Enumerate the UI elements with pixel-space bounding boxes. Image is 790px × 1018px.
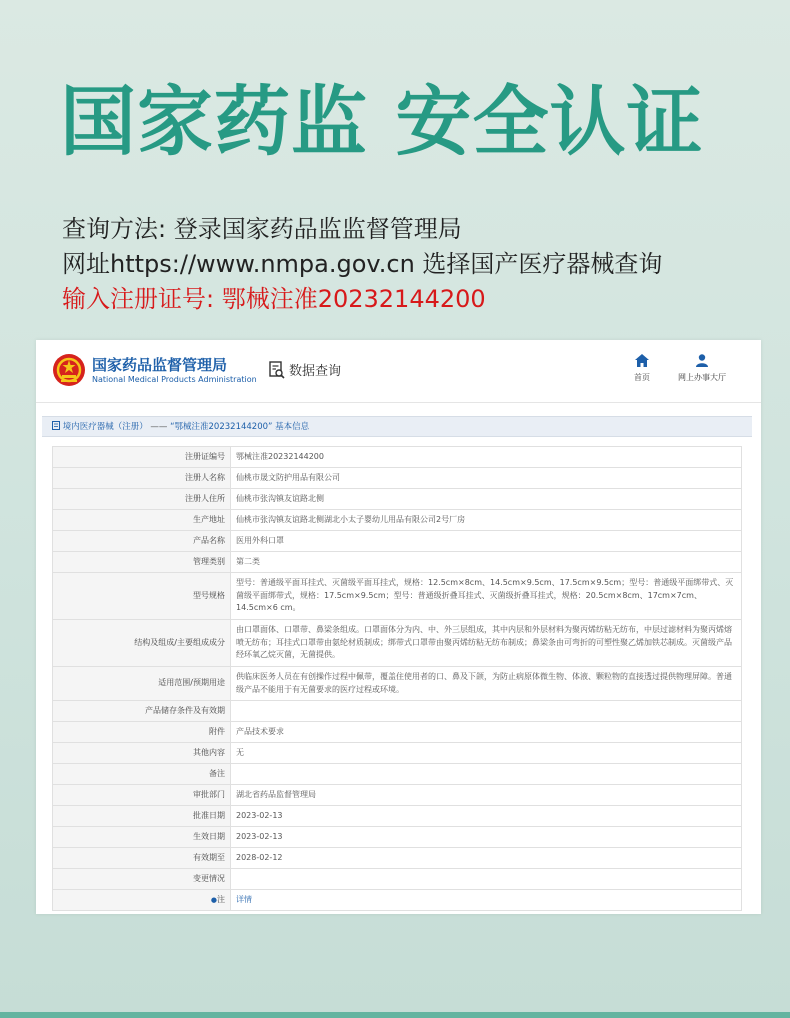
breadcrumb-category-link[interactable]: 境内医疗器械（注册） [62, 422, 148, 432]
field-label: 生产地址 [53, 510, 231, 531]
table-row [53, 573, 742, 620]
field-label: 批准日期 [53, 806, 231, 827]
field-value [231, 890, 742, 911]
agency-name-english: National Medical Products Administration [92, 375, 257, 384]
field-label: 生效日期 [53, 827, 231, 848]
note-label: 注 [217, 894, 225, 904]
field-value: 仙桃市晟文防护用品有限公司 [231, 468, 742, 489]
home-icon [635, 354, 649, 367]
website-text: 网址https://www.nmpa.gov.cn 选择国产医疗器械查询 [62, 250, 663, 278]
field-label: 其他内容 [53, 743, 231, 764]
breadcrumb-current: “鄂械注准20232144200” 基本信息 [170, 422, 310, 432]
field-label: 型号规格 [53, 573, 231, 620]
field-label: 管理类别 [53, 552, 231, 573]
bottom-accent-bar [0, 1012, 790, 1018]
field-value: 无 [231, 743, 742, 764]
field-label: 审批部门 [53, 785, 231, 806]
field-label: 注册证编号 [53, 447, 231, 468]
table-row [53, 701, 742, 722]
table-row [53, 785, 742, 806]
table-row [53, 764, 742, 785]
table-row [53, 806, 742, 827]
field-label: 注册人名称 [53, 468, 231, 489]
field-value: 产品技术要求 [231, 722, 742, 743]
table-row [53, 722, 742, 743]
table-row [53, 531, 742, 552]
table-row [53, 848, 742, 869]
nav-home[interactable] [634, 354, 650, 383]
registration-number-text: 输入注册证号: 鄂械注准20232144200 [62, 285, 486, 313]
agency-name[interactable]: 国家药品监督管理局 [92, 356, 228, 374]
field-value: 湖北省药品监督管理局 [231, 785, 742, 806]
field-label: 有效期至 [53, 848, 231, 869]
document-icon [52, 421, 60, 430]
table-row [53, 489, 742, 510]
breadcrumb [42, 416, 752, 437]
hero-instructions [62, 212, 662, 317]
field-label: 产品名称 [53, 531, 231, 552]
field-label [53, 890, 231, 911]
note-icon: ● [210, 895, 217, 904]
field-label: 结构及组成/主要组成成分 [53, 620, 231, 667]
field-value: 仙桃市张沟镇友谊路北侧湖北小太子婴幼儿用品有限公司2号厂房 [231, 510, 742, 531]
nav-online-office-label: 网上办事大厅 [678, 373, 726, 382]
table-row [53, 890, 742, 911]
field-label: 备注 [53, 764, 231, 785]
field-value [231, 701, 742, 722]
field-value: 2023-02-13 [231, 806, 742, 827]
field-label: 附件 [53, 722, 231, 743]
table-row [53, 743, 742, 764]
field-value: 2023-02-13 [231, 827, 742, 848]
field-value [231, 764, 742, 785]
field-label: 变更情况 [53, 869, 231, 890]
user-icon [695, 354, 709, 367]
table-row [53, 468, 742, 489]
device-info-table [52, 446, 742, 911]
field-value: 供临床医务人员在有创操作过程中佩带，覆盖住使用者的口、鼻及下颌，为防止病原体微生物、体液、颗粒物的直接透过提供物理屏障。普通级产品不能用于有无菌要求的医疗过程或环境。 [231, 667, 742, 701]
field-label: 适用范围/预期用途 [53, 667, 231, 701]
search-document-icon [268, 361, 286, 379]
field-value: 第二类 [231, 552, 742, 573]
table-row [53, 552, 742, 573]
field-value: 医用外科口罩 [231, 531, 742, 552]
table-row [53, 447, 742, 468]
table-row [53, 620, 742, 667]
screenshot-panel [36, 340, 761, 914]
field-value: 鄂械注准20232144200 [231, 447, 742, 468]
field-value: 2028-02-12 [231, 848, 742, 869]
data-query-label: 数据查询 [289, 364, 342, 379]
details-link[interactable]: 详情 [236, 894, 252, 904]
table-row [53, 510, 742, 531]
site-header [36, 340, 761, 403]
field-label: 产品储存条件及有效期 [53, 701, 231, 722]
national-emblem-icon [52, 352, 86, 392]
table-row [53, 667, 742, 701]
table-row [53, 827, 742, 848]
field-value: 型号：普通级平面耳挂式、灭菌级平面耳挂式，规格：12.5cm×8cm、14.5cm×9.5cm、17.5cm×9.5cm；型号：普通级平面绑带式、灭菌级平面绑带式，规格：17.5cm×9.5cm；型号：普通级折叠耳挂式、灭菌级折叠耳挂式，规格：20.5cm×8cm、17cm×7cm、14.5cm×6 cm。 [231, 573, 742, 620]
field-value: 由口罩面体、口罩带、鼻梁条组成。口罩面体分为内、中、外三层组成，其中内层和外层材料为聚丙烯纺粘无纺布，中层过滤材料为聚丙烯熔喷无纺布；耳挂式口罩带由氨纶材质制成；绑带式口罩带由聚丙烯纺粘无纺布制成；鼻梁条由可弯折的可塑性聚乙烯加铁芯制成。灭菌级产品经环氧乙烷灭菌，无菌提供。 [231, 620, 742, 667]
field-label: 注册人住所 [53, 489, 231, 510]
nav-online-office[interactable] [678, 354, 726, 383]
query-method-text: 查询方法: 登录国家药品监监督管理局 [62, 215, 462, 243]
nav-home-label: 首页 [634, 373, 650, 382]
table-row [53, 869, 742, 890]
field-value: 仙桃市张沟镇友谊路北侧 [231, 489, 742, 510]
data-query-button[interactable] [268, 360, 341, 379]
field-value [231, 869, 742, 890]
breadcrumb-separator: —— [147, 422, 171, 432]
hero-title: 国家药监 安全认证 [60, 77, 704, 166]
